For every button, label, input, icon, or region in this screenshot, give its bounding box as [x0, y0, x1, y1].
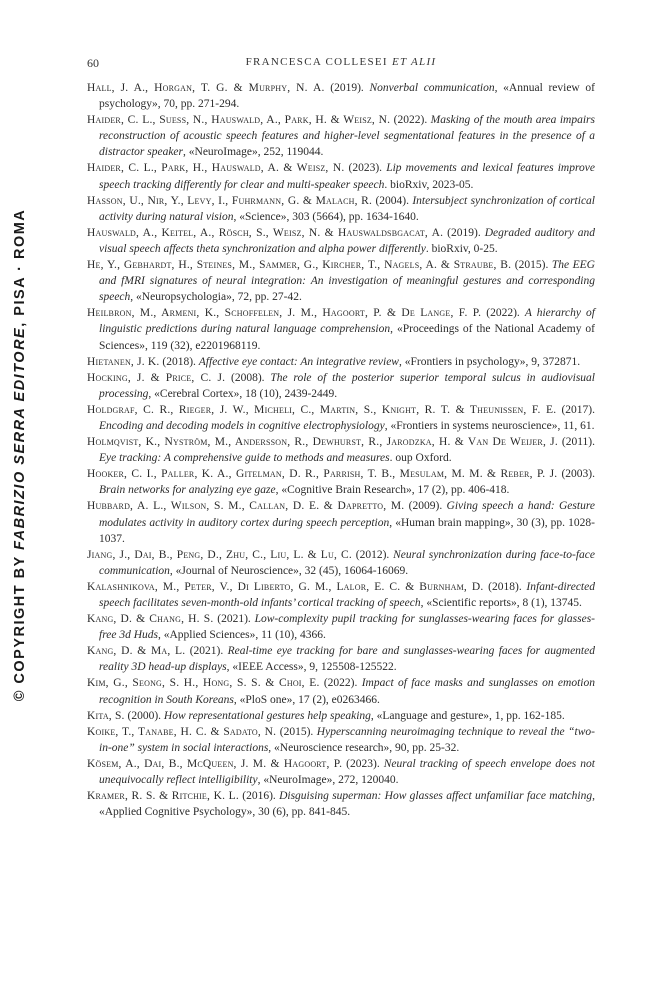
reference-source: , «Applied Cognitive Psychology», 30 (6), pp. 841-845. — [99, 790, 595, 819]
reference-entry — [87, 708, 595, 724]
reference-year: (2016). — [238, 790, 280, 803]
reference-title: Masking of the mouth area impairs reconstruction of acoustic speech features and higher-level segmentational features in the presence of a distractor speaker — [99, 114, 595, 159]
copyright-sidebar — [0, 0, 40, 985]
page-header — [87, 56, 595, 72]
reference-authors: Heilbron, M., Armeni, K., Schoffelen, J. M., Hagoort, P. & De Lange, F. P. — [87, 307, 482, 320]
reference-source: . bioRxiv, 0-25. — [425, 242, 498, 255]
reference-title: The EEG and fMRI signatures of neural integration: An investigation of meaningful gestures and corresponding speech — [99, 259, 595, 304]
reference-entry — [87, 611, 595, 643]
copyright-prefix: © COPYRIGHT BY — [12, 549, 28, 702]
reference-year: (2022). — [481, 307, 525, 320]
reference-source: , «Language and gesture», 1, pp. 162-185. — [370, 709, 565, 722]
reference-authors: Kang, D. & Ma, L. — [87, 645, 186, 658]
reference-authors: Kang, D. & Chang, H. S. — [87, 613, 214, 626]
reference-title: Affective eye contact: An integrative review — [198, 355, 399, 368]
copyright-suffix: , PISA · ROMA — [12, 208, 28, 327]
reference-year: (2022). — [390, 114, 431, 127]
reference-year: (2011). — [557, 436, 596, 449]
reference-title: The role of the posterior superior temporal sulcus in audiovisual processing — [99, 371, 595, 400]
reference-title: Infant-directed speech facilitates seven-month-old infants’ cortical tracking of speech — [99, 580, 595, 609]
reference-list — [87, 80, 595, 820]
reference-source: , «Neuropsychologia», 72, pp. 27-42. — [130, 291, 302, 304]
copyright-notice — [12, 209, 28, 702]
reference-entry — [87, 370, 595, 402]
reference-authors: Hubbard, A. L., Wilson, S. M., Callan, D. E. & Dapretto, M. — [87, 500, 405, 513]
reference-title: Intersubject synchronization of cortical activity during natural vision — [99, 194, 595, 223]
reference-source: . oup Oxford. — [389, 452, 452, 465]
reference-year: (2015). — [276, 725, 317, 738]
reference-authors: Kramer, R. S. & Ritchie, K. L. — [87, 790, 239, 803]
reference-entry — [87, 675, 595, 707]
reference-authors: Hasson, U., Nir, Y., Levy, I., Fuhrmann, G. & Malach, R. — [87, 194, 373, 207]
reference-source: , «Human brain mapping», 30 (3), pp. 1028-1037. — [99, 516, 595, 545]
reference-entry — [87, 225, 595, 257]
reference-year: (2022). — [319, 677, 362, 690]
reference-title: Encoding and decoding models in cognitive electrophysiology — [99, 419, 385, 432]
reference-entry — [87, 112, 595, 160]
reference-year: (2023). — [344, 162, 387, 175]
reference-year: (2012). — [351, 548, 394, 561]
reference-authors: Hooker, C. I., Paller, K. A., Gitelman, D. R., Parrish, T. B., Mesulam, M. M. & Reber, P. J. — [87, 468, 558, 481]
copyright-publisher: FABRIZIO SERRA EDITORE — [12, 326, 28, 550]
reference-year: (2018). — [483, 580, 527, 593]
reference-entry — [87, 788, 595, 820]
reference-year: (2004). — [372, 194, 413, 207]
reference-title: Brain networks for analyzing eye gaze — [99, 484, 276, 497]
reference-authors: Hauswald, A., Keitel, A., Rösch, S., Weisz, N. & Hauswaldsbgacat, A. — [87, 226, 444, 239]
reference-entry — [87, 498, 595, 546]
reference-authors: He, Y., Gebhardt, H., Steines, M., Sammer, G., Kircher, T., Nagels, A. & Straube, B. — [87, 259, 512, 272]
reference-source: , «Annual review of psychology», 70, pp. 271-294. — [99, 82, 595, 111]
reference-authors: Kita, S. — [87, 709, 125, 722]
reference-title: How representational gestures help speaking — [163, 709, 371, 722]
reference-source: , «Frontiers in psychology», 9, 372871. — [398, 355, 581, 368]
reference-entry — [87, 80, 595, 112]
reference-authors: Kim, G., Seong, S. H., Hong, S. S. & Choi, E. — [87, 677, 320, 690]
reference-authors: Kösem, A., Dai, B., McQueen, J. M. & Hagoort, P. — [87, 757, 343, 770]
reference-authors: Haider, C. L., Suess, N., Hauswald, A., Park, H. & Weisz, N. — [87, 114, 391, 127]
reference-authors: Holdgraf, C. R., Rieger, J. W., Micheli, C., Martin, S., Knight, R. T. & Theunissen, F. E. — [87, 403, 557, 416]
reference-year: (2023). — [342, 757, 384, 770]
reference-source: , «Scientific reports», 8 (1), 13745. — [420, 597, 582, 609]
page-number: 60 — [87, 56, 99, 70]
reference-title: Real-time eye tracking for bare and sunglasses-wearing faces for augmented reality 3D head-up displays — [99, 645, 595, 674]
reference-source: , «Journal of Neuroscience», 32 (45), 16064-16069. — [169, 564, 409, 577]
reference-authors: Hocking, J. & Price, C. J. — [87, 371, 226, 384]
reference-entry — [87, 160, 595, 192]
reference-source: . bioRxiv, 2023-05. — [384, 178, 474, 191]
reference-title: Disguising superman: How glasses affect unfamiliar face matching — [279, 790, 593, 803]
running-head-author: FRANCESCA COLLESEI — [245, 56, 392, 68]
reference-title: A hierarchy of linguistic predictions during natural language comprehension — [99, 307, 595, 336]
reference-source: , «Cerebral Cortex», 18 (10), 2439-2449. — [148, 387, 338, 400]
reference-authors: Hall, J. A., Horgan, T. G. & Murphy, N. A. — [87, 82, 325, 94]
reference-entry — [87, 643, 595, 675]
reference-entry — [87, 547, 595, 579]
reference-source: , «Proceedings of the National Academy of Sciences», 119 (32), e2201968119. — [99, 323, 595, 352]
reference-source: , «PloS one», 17 (2), e0263466. — [233, 693, 380, 706]
reference-source: , «Neuroscience research», 90, pp. 25-32. — [268, 741, 460, 754]
reference-entry — [87, 579, 595, 611]
reference-source: , «Frontiers in systems neuroscience», 11, 61. — [384, 419, 595, 432]
running-head — [87, 56, 595, 68]
reference-year: (2018). — [159, 355, 199, 368]
reference-year: (2009). — [404, 500, 447, 513]
reference-title: Giving speech a hand: Gesture modulates activity in auditory cortex during speech perception — [99, 500, 595, 529]
reference-source: , «Cognitive Brain Research», 17 (2), pp. 406-418. — [275, 484, 510, 497]
reference-title: Eye tracking: A comprehensive guide to methods and measures — [99, 452, 390, 465]
reference-authors: Kalashnikova, M., Peter, V., Di Liberto, G. M., Lalor, E. C. & Burnham, D. — [87, 580, 484, 593]
reference-entry — [87, 402, 595, 434]
reference-year: (2017). — [556, 403, 595, 416]
reference-authors: Hietanen, J. K. — [87, 355, 160, 368]
reference-title: Neural tracking of speech envelope does not unequivocally reflect intelligibility — [99, 757, 595, 787]
reference-authors: Holmqvist, K., Nyström, M., Andersson, R., Dewhurst, R., Jarodzka, H. & Van De Weijer, J. — [87, 436, 558, 449]
reference-entry — [87, 756, 595, 788]
reference-entry — [87, 354, 595, 370]
reference-title: Nonverbal communication — [369, 82, 495, 94]
reference-entry — [87, 434, 595, 466]
reference-title: Low-complexity pupil tracking for sunglasses-wearing faces for glasses-free 3d Huds — [99, 613, 595, 642]
reference-title: Lip movements and lexical features improve speech tracking differently for clear and multi-speaker speech — [99, 162, 595, 191]
reference-year: (2003). — [557, 468, 595, 481]
running-head-etal: ET ALII — [391, 56, 437, 68]
reference-title: Degraded auditory and visual speech affects theta synchronization and alpha power differently — [99, 226, 595, 255]
reference-year: (2019). — [443, 226, 485, 239]
reference-entry — [87, 466, 595, 498]
reference-source: , «NeuroImage», 252, 119044. — [183, 146, 324, 159]
reference-year: (2015). — [511, 259, 552, 272]
reference-title: Neural synchronization during face-to-face communication — [99, 548, 595, 577]
reference-year: (2019). — [324, 82, 370, 94]
reference-title: Impact of face masks and sunglasses on emotion recognition in South Koreans — [99, 677, 595, 706]
reference-authors: Koike, T., Tanabe, H. C. & Sadato, N. — [87, 725, 277, 738]
reference-entry — [87, 724, 595, 756]
reference-entry — [87, 257, 595, 305]
reference-source: , «IEEE Access», 9, 125508-125522. — [226, 661, 397, 674]
reference-authors: Haider, C. L., Park, H., Hauswald, A. & Weisz, N. — [87, 162, 345, 175]
reference-entry — [87, 193, 595, 225]
reference-title: Hyperscanning neuroimaging technique to reveal the “two-in-one” system in social interactions — [99, 725, 595, 754]
reference-source: , «Applied Sciences», 11 (10), 4366. — [157, 629, 326, 642]
reference-year: (2000). — [124, 709, 164, 722]
reference-entry — [87, 305, 595, 353]
reference-source: , «Science», 303 (5664), pp. 1634-1640. — [233, 210, 419, 223]
reference-year: (2021). — [185, 645, 228, 658]
reference-year: (2021). — [213, 613, 255, 626]
reference-source: , «NeuroImage», 272, 120040. — [257, 774, 399, 787]
reference-authors: Jiang, J., Dai, B., Peng, D., Zhu, C., Liu, L. & Lu, C. — [87, 548, 352, 561]
reference-year: (2008). — [225, 371, 271, 384]
